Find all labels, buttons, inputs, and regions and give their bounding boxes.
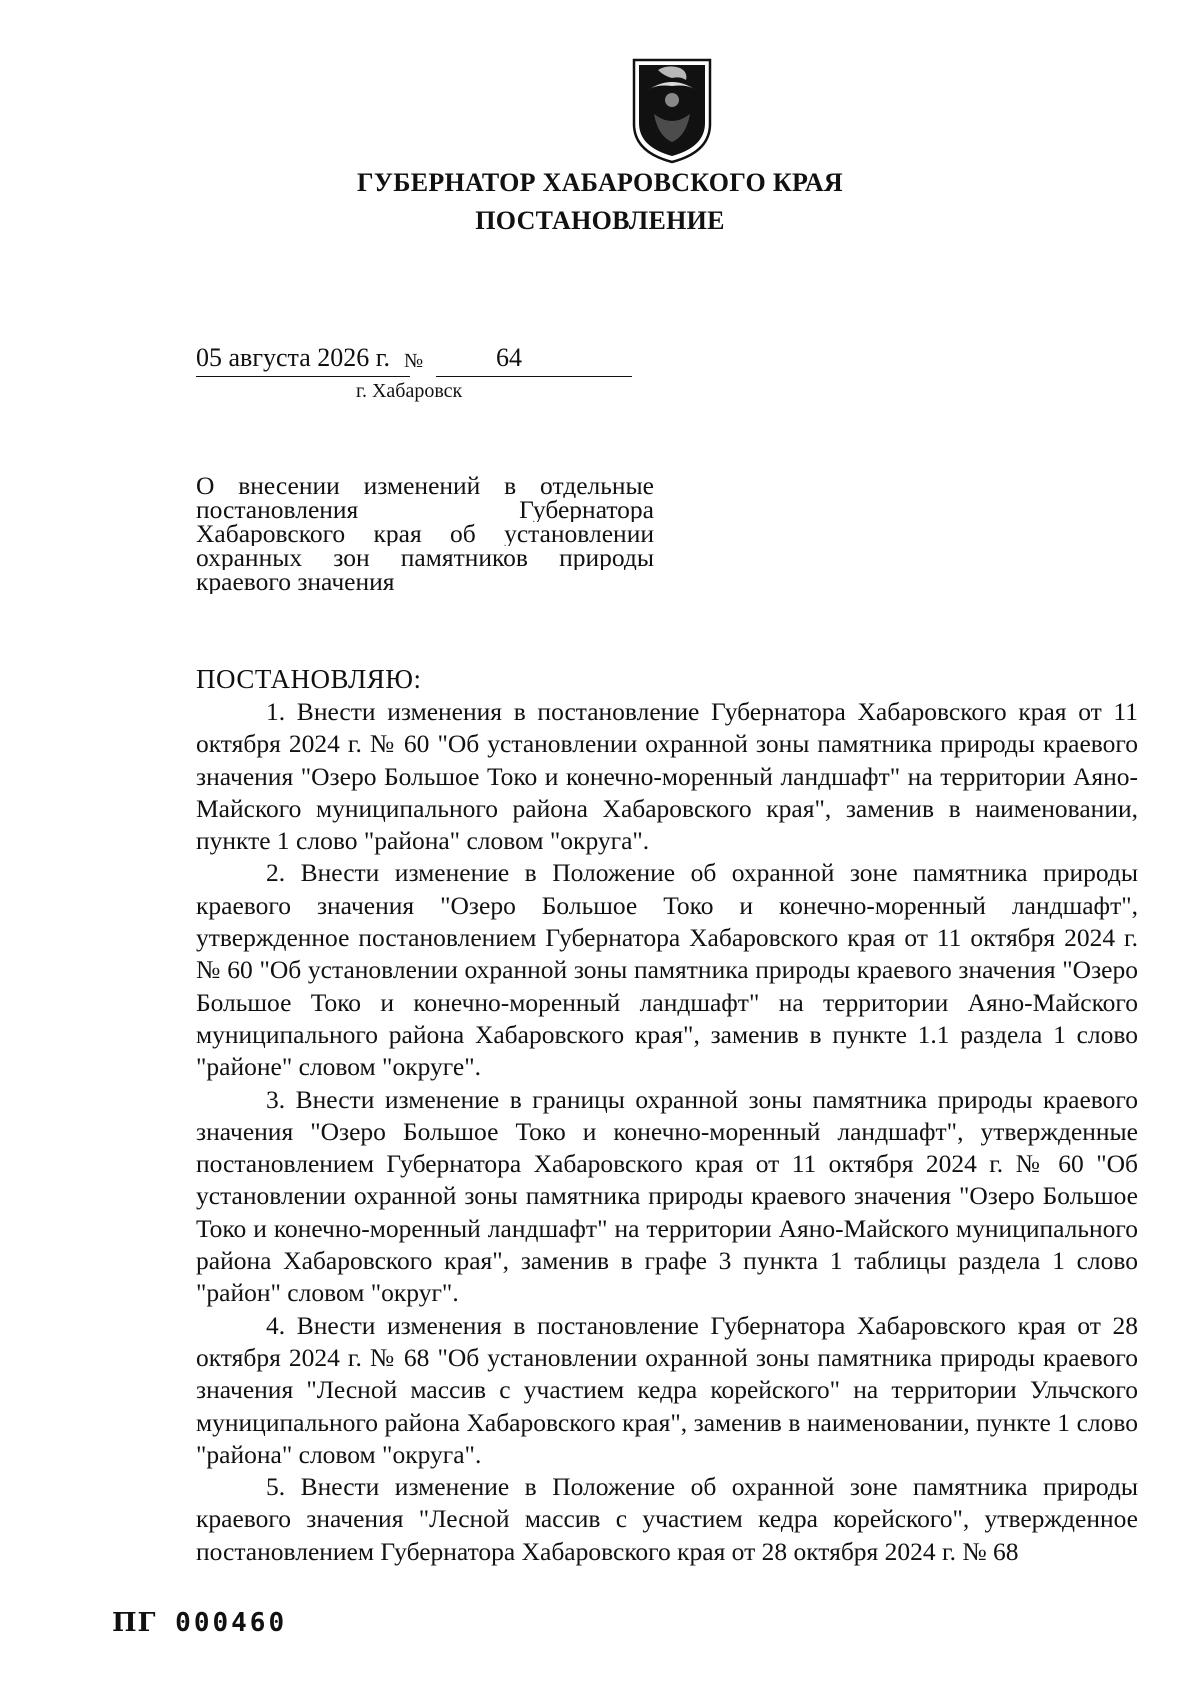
form-number: 000460	[175, 1608, 288, 1638]
date-underline	[196, 376, 410, 377]
number-underline	[436, 376, 632, 377]
document-number: 64	[496, 343, 522, 372]
paragraph-4: 4. Внести изменения в постановление Губернатора Хабаровского края от 28 октября 2024 г. № 68 "Об установлении охранной зоны памятника природы краевого значения "Лесной массив с участием кедра корейского" на территории Ульчского муниципального района Хабаровского края", заменив в наименовании, пункте 1 слово "района" словом "округа".	[196, 1310, 1138, 1469]
form-serial-number	[112, 1608, 287, 1638]
document-city: г. Хабаровск	[356, 380, 463, 402]
subject-line: постановления Губернатора	[196, 498, 654, 522]
coat-of-arms-icon	[628, 54, 716, 166]
subject-line: краевого значения	[196, 570, 395, 594]
paragraph-3: 3. Внести изменение в границы охранной зоны памятника природы краевого значения "Озеро Большое Токо и конечно-моренный ландшафт", утвержденные постановлением Губернатора Хабаровского края от 11 октября 2024 г. № 60 "Об установлении охранной зоны памятника природы краевого значения "Озеро Большое Токо и конечно-моренный ландшафт" на территории Аяно-Майского муниципального района Хабаровского края", заменив в графе 3 пункта 1 таблицы раздела 1 слово "район" словом "округ".	[196, 1084, 1138, 1308]
paragraph-1: 1. Внести изменения в постановление Губернатора Хабаровского края от 11 октября 2024 г. № 60 "Об установлении охранной зоны памятника природы краевого значения "Озеро Большое Токо и конечно-моренный ландшафт" на территории Аяно-Майского муниципального района Хабаровского края", заменив в наименовании, пункте 1 слово "района" словом "округа".	[196, 697, 1138, 856]
decree-word: ПОСТАНОВЛЯЮ:	[196, 664, 422, 694]
document-type: ПОСТАНОВЛЕНИЕ	[475, 206, 725, 235]
paragraph-2: 2. Внести изменение в Положение об охранной зоне памятника природы краевого значения "Озеро Большое Токо и конечно-моренный ландшафт", утвержденное постановлением Губернатора Хабаровского края от 11 октября 2024 г. № 60 "Об установлении охранной зоны памятника природы краевого значения "Озеро Большое Токо и конечно-моренный ландшафт" на территории Аяно-Майского муниципального района Хабаровского края", заменив в пункте 1.1 раздела 1 слово "районе" словом "округе".	[196, 858, 1138, 1082]
document-body	[196, 696, 1138, 1568]
subject-line: О внесении изменений в отдельные	[196, 474, 654, 498]
authority-title: ГУБЕРНАТОР ХАБАРОВСКОГО КРАЯ	[356, 168, 843, 197]
document-date: 05 августа 2026 г.	[196, 343, 390, 372]
form-series: ПГ	[112, 1608, 157, 1638]
subject-line: Хабаровского края об установлении	[196, 522, 654, 546]
subject-line: охранных зон памятников природы	[196, 546, 654, 570]
number-sign: №	[404, 350, 424, 372]
paragraph-5: 5. Внести изменение в Положение об охранной зоне памятника природы краевого значения "Лесной массив с участием кедра корейского", утвержденное постановлением Губернатора Хабаровского края от 28 октября 2024 г. № 68	[196, 1472, 1138, 1566]
document-subject	[196, 474, 654, 594]
